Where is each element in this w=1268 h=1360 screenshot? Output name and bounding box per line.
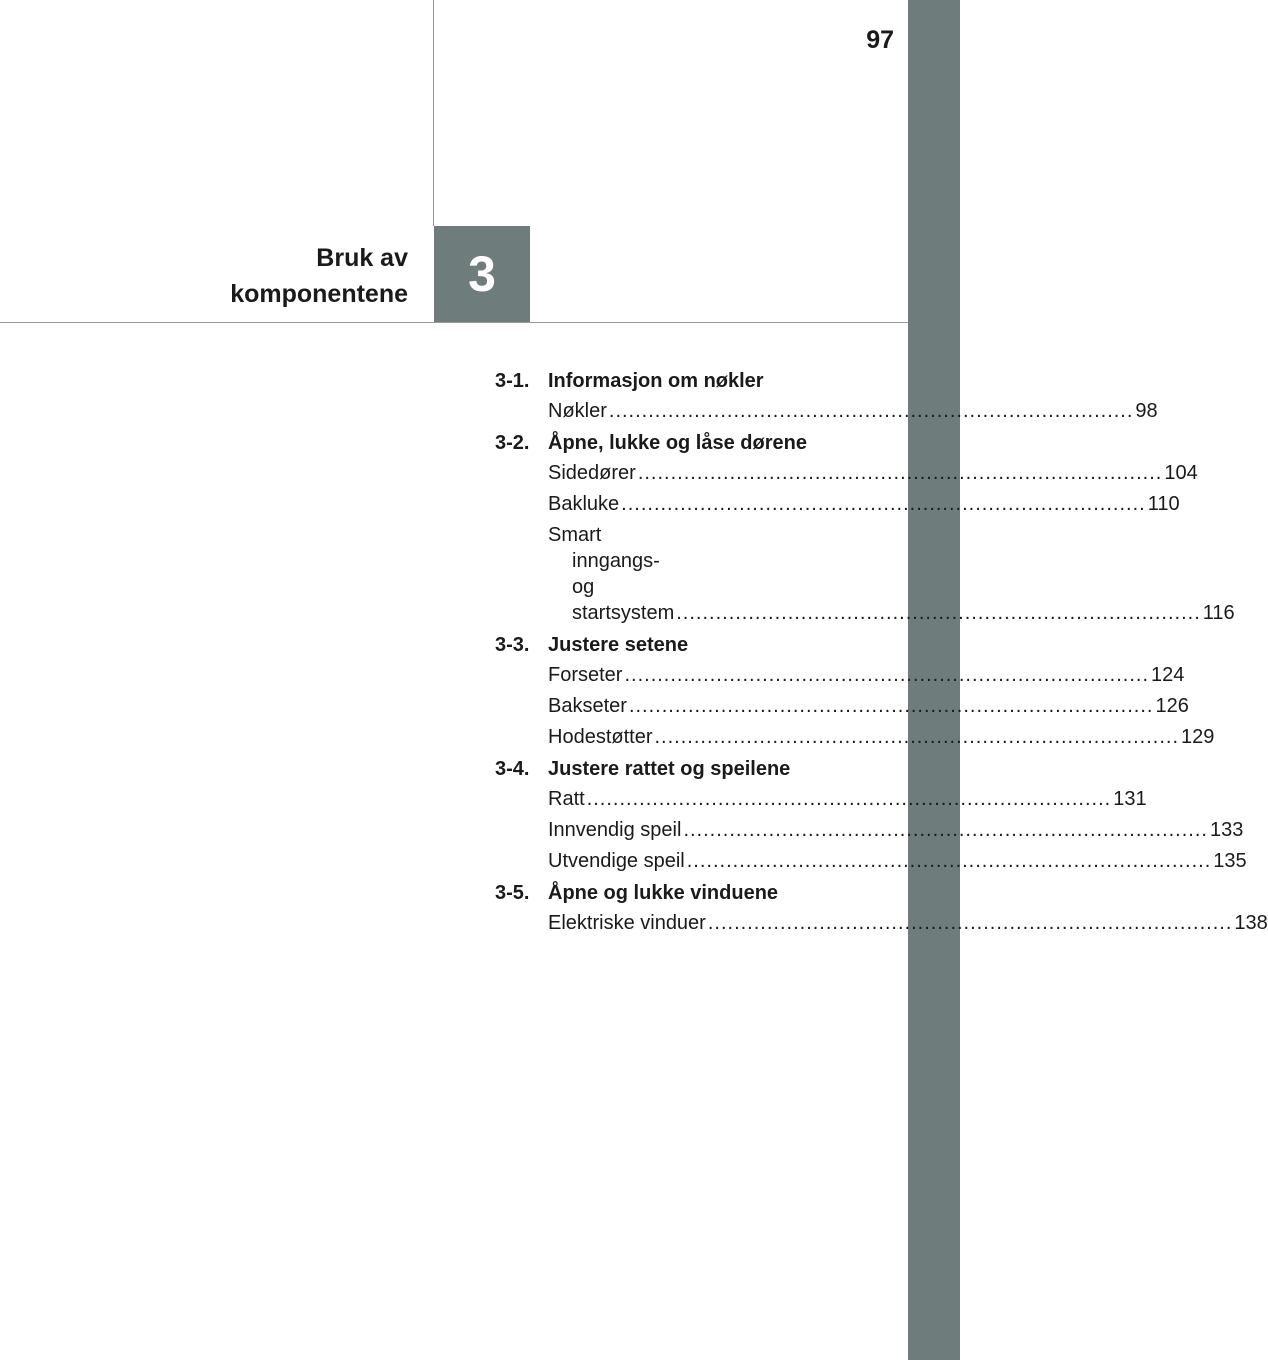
page-number: 97 — [866, 26, 894, 54]
toc-section — [495, 430, 1235, 626]
toc-entry[interactable] — [495, 460, 1198, 486]
toc-entry-page: 135 — [1213, 850, 1247, 872]
toc-section-number: 3-1. — [495, 370, 530, 392]
toc-section-heading[interactable] — [495, 756, 847, 782]
horizontal-divider — [0, 322, 908, 323]
dot-leader: ................................................................................ — [654, 726, 1180, 748]
toc-entry[interactable] — [495, 910, 1268, 936]
toc-entry-page: 116 — [1202, 602, 1235, 624]
toc-section — [495, 756, 1247, 874]
toc-entry-title: Smart inngangs- og startsystem — [548, 524, 675, 624]
toc-entry[interactable] — [495, 724, 1215, 750]
toc-section-number: 3-2. — [495, 432, 530, 454]
toc-entry[interactable] — [495, 848, 1247, 874]
toc-entry-title: Forseter — [548, 664, 623, 686]
toc-section-title: Justere rattet og speilene — [548, 758, 791, 780]
toc-entry-page: 110 — [1147, 493, 1180, 515]
dot-leader: ................................................................................ — [686, 850, 1212, 872]
toc-entry-page: 129 — [1181, 726, 1215, 748]
dot-leader: ................................................................................ — [637, 462, 1163, 484]
toc-entry[interactable] — [495, 693, 1189, 719]
chapter-number-badge: 3 — [434, 226, 530, 322]
dot-leader: ................................................................................ — [707, 912, 1233, 934]
toc-entry-title: Ratt — [548, 788, 585, 810]
toc-entry-title: Sidedører — [548, 462, 636, 484]
toc-section-title: Åpne og lukke vinduene — [548, 882, 779, 904]
toc-entry-title: Bakseter — [548, 695, 627, 717]
dot-leader: ................................................................................ — [683, 819, 1208, 841]
toc-entry-title: Innvendig speil — [548, 819, 682, 841]
toc-section-number: 3-3. — [495, 634, 530, 656]
toc-entry-title: Elektriske vinduer — [548, 912, 706, 934]
toc-entry-page: 126 — [1155, 695, 1189, 717]
toc-entry[interactable] — [495, 662, 1185, 688]
dot-leader: ................................................................................ — [628, 695, 1154, 717]
toc-section — [495, 368, 1158, 424]
dot-leader: ................................................................................ — [586, 788, 1112, 810]
toc-section-title: Åpne, lukke og låse dørene — [548, 432, 807, 454]
toc-entry-page: 104 — [1164, 462, 1198, 484]
chapter-title — [230, 240, 408, 312]
dot-leader: ................................................................................ — [608, 400, 1134, 422]
toc-entry-page: 138 — [1234, 912, 1268, 934]
toc-section — [495, 880, 1268, 936]
toc-section — [495, 632, 1215, 750]
toc-section-heading[interactable] — [495, 632, 847, 658]
dot-leader: ................................................................................ — [624, 664, 1149, 686]
toc-entry-page: 131 — [1113, 788, 1147, 810]
toc-entry-page: 98 — [1135, 400, 1158, 422]
chapter-title-line2: komponentene — [230, 280, 408, 308]
toc-section-number: 3-5. — [495, 882, 530, 904]
dot-leader: ................................................................................ — [621, 493, 1146, 515]
toc-entry[interactable] — [495, 522, 1235, 626]
toc-section-number: 3-4. — [495, 758, 530, 780]
toc-entry[interactable] — [495, 398, 1158, 424]
toc-section-title: Justere setene — [548, 634, 689, 656]
toc-section-heading[interactable] — [495, 430, 847, 456]
toc-entry-title: Utvendige speil — [548, 850, 685, 872]
toc-section-title: Informasjon om nøkler — [548, 370, 764, 392]
toc-entry-page: 133 — [1209, 819, 1244, 841]
toc-entry[interactable] — [495, 491, 1180, 517]
chapter-title-line1: Bruk av — [316, 244, 408, 272]
toc-entry-page: 124 — [1151, 664, 1185, 686]
toc-section-heading[interactable] — [495, 880, 847, 906]
dot-leader: ................................................................................ — [676, 602, 1201, 624]
toc-entry-title: Nøkler — [548, 400, 607, 422]
toc-entry-title: Hodestøtter — [548, 726, 653, 748]
toc-entry-title: Bakluke — [548, 493, 620, 515]
vertical-divider — [433, 0, 434, 226]
toc-entry[interactable] — [495, 786, 1147, 812]
table-of-contents — [495, 368, 1268, 942]
toc-entry[interactable] — [495, 817, 1244, 843]
toc-section-heading[interactable] — [495, 368, 847, 394]
